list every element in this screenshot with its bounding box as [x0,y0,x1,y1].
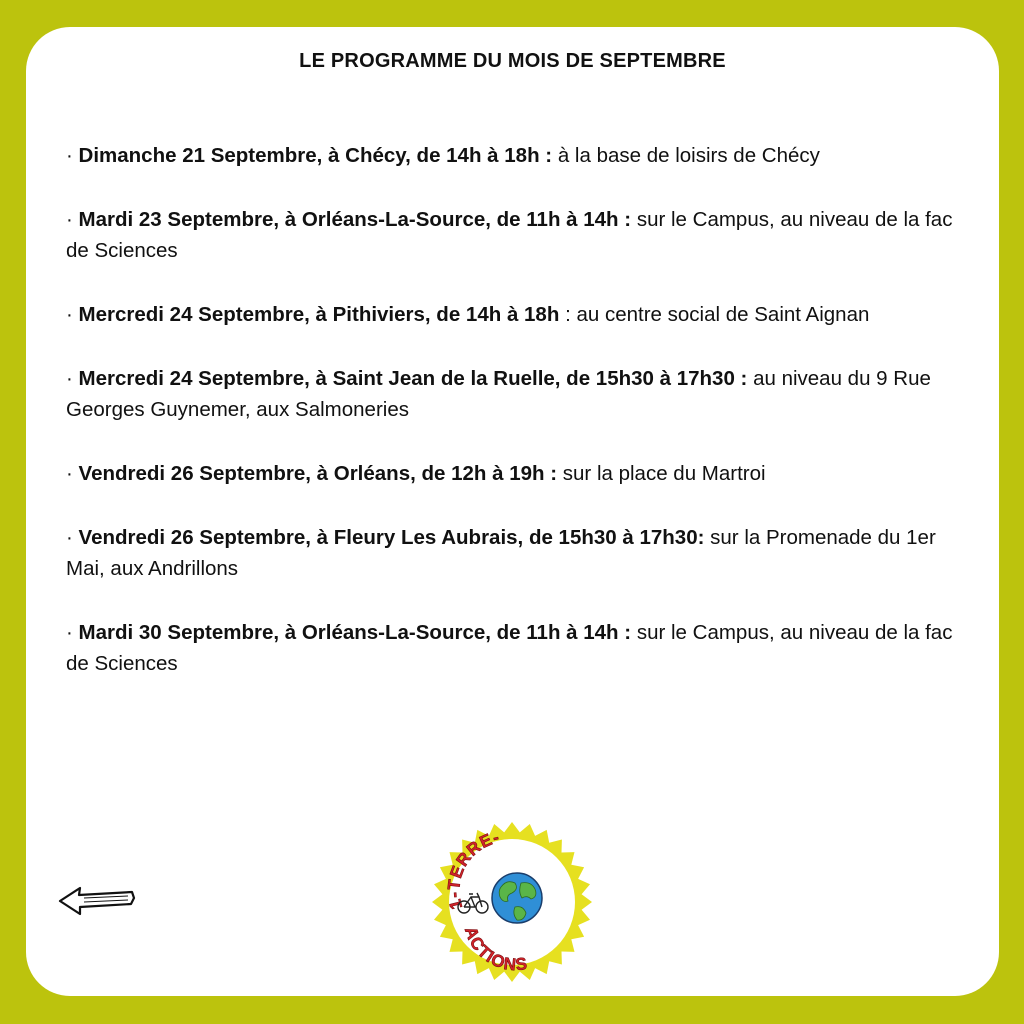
logo-bottom-text: ACTIONS [460,924,530,975]
list-item [66,617,966,679]
item-text: sur la place du Martroi [562,462,766,485]
item-heading: Vendredi 26 Septembre, à Fleury Les Aubrais, de 15h30 à 17h30: [78,526,705,549]
item-bullet: · [66,526,73,549]
content-card [26,27,999,996]
item-bullet: · [66,621,73,644]
item-bullet: · [66,208,73,231]
item-text: sur le Campus, au niveau de la fac de Sciences [66,208,953,262]
item-text: : au centre social de Saint Aignan [565,303,870,326]
item-bullet: · [66,303,73,326]
item-text: à la base de loisirs de Chécy [557,144,820,167]
logo-top-text: 1-TERRE- [444,827,502,912]
item-text: sur le Campus, au niveau de la fac de Sciences [66,621,953,675]
item-heading: Mercredi 24 Septembre, à Pithiviers, de 14h à 18h [78,303,560,326]
item-text: sur la Promenade du 1er Mai, aux Andrillons [66,526,936,580]
earth-logo-icon [431,821,593,983]
list-item [66,363,966,425]
item-text: au niveau du 9 Rue Georges Guynemer, aux Salmoneries [66,367,931,421]
list-item [66,299,966,330]
item-heading: Dimanche 21 Septembre, à Chécy, de 14h à 18h : [78,144,553,167]
globe-icon [492,873,542,923]
item-heading: Mardi 30 Septembre, à Orléans-La-Source, de 11h à 14h : [78,621,632,644]
item-bullet: · [66,462,73,485]
event-list [66,140,966,712]
list-item [66,140,966,171]
list-item [66,204,966,266]
list-item [66,522,966,584]
item-heading: Mercredi 24 Septembre, à Saint Jean de la Ruelle, de 15h30 à 17h30 : [78,367,748,390]
item-heading: Mardi 23 Septembre, à Orléans-La-Source, de 11h à 14h : [78,208,632,231]
item-heading: Vendredi 26 Septembre, à Orléans, de 12h à 19h : [78,462,558,485]
page-title: LE PROGRAMME DU MOIS DE SEPTEMBRE [299,50,726,72]
item-bullet: · [66,144,73,167]
item-bullet: · [66,367,73,390]
arrow-left-icon[interactable] [58,885,136,917]
list-item [66,458,966,489]
